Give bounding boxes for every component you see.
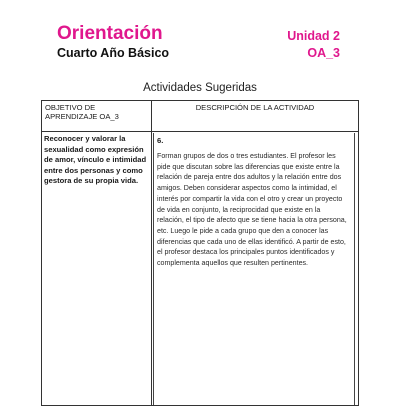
activity-box (153, 133, 355, 405)
table-row (42, 132, 359, 406)
activity-number: 6. (157, 136, 164, 145)
description-column-header: DESCRIPCIÓN DE LA ACTIVIDAD (152, 101, 359, 132)
activities-table (41, 100, 359, 406)
description-cell (152, 132, 359, 406)
objective-text: Reconocer y valorar la sexualidad como expresión de amor, vínculo e intimidad entre dos personas y como gestora de su propia vida. (44, 134, 147, 185)
unit-label: Unidad 2 (287, 29, 340, 43)
table-header-row (42, 101, 359, 132)
grade-level: Cuarto Año Básico (57, 46, 170, 60)
document-header (57, 24, 340, 64)
objective-cell (42, 132, 152, 406)
objective-code: OA_3 (307, 46, 340, 60)
activity-description: Forman grupos de dos o tres estudiantes. El profesor les pide que discutan sobre las diferencias que existe entre la relación de pareja entre dos adultos y la relación entre dos amigos. Deben considerar aspectos como la intimidad, el interés por compartir la vida con el otro y crear un proyecto de vida en conjunto, la reciprocidad que existe en la relación, el tipo de afecto que se tiene hacia la otra persona, etc. Luego le pide a cada grupo que den a conocer las diferencias que cada uno de ellas identificó. A partir de esto, el profesor destaca los principales puntos identificados y complementa aquellos que resulten pertinentes. (157, 152, 347, 268)
subject-title: Orientación (57, 23, 163, 44)
unit-info (287, 28, 340, 62)
section-title: Actividades Sugeridas (143, 82, 257, 94)
objective-column-header: OBJETIVO DE APRENDIZAJE OA_3 (42, 101, 152, 132)
